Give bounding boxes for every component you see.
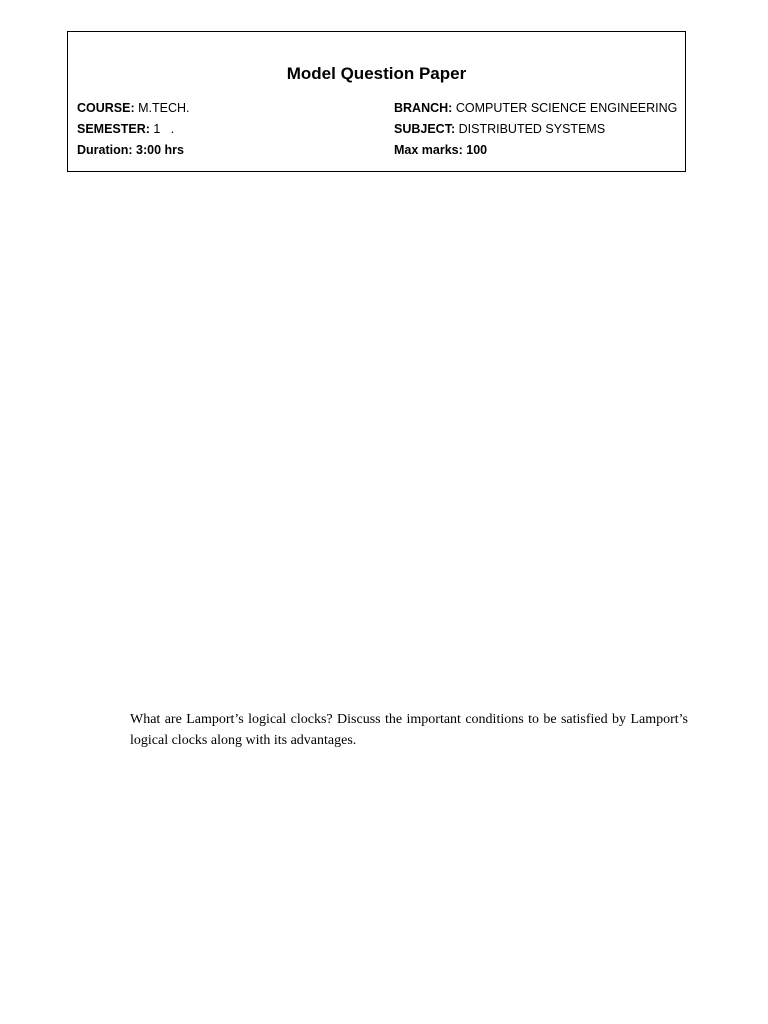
branch-value: COMPUTER SCIENCE ENGINEERING	[455, 101, 678, 115]
course-info	[77, 100, 190, 116]
semester-value: 1 .	[153, 122, 175, 136]
subject-label: SUBJECT:	[394, 122, 456, 136]
branch-label: BRANCH:	[394, 101, 453, 115]
question-text: What are Lamport’s logical clocks? Discuss the important conditions to be satisfied by Lamport’s logical clocks along with its advantages.	[130, 712, 688, 748]
max-marks-info: Max marks: 100	[394, 143, 488, 157]
subject-info	[394, 121, 605, 137]
paper-title: Model Question Paper	[286, 64, 467, 83]
branch-info	[394, 100, 677, 116]
duration-info: Duration: 3:00 hrs	[77, 143, 184, 157]
semester-label: SEMESTER:	[77, 122, 150, 136]
paper-header-box	[67, 31, 686, 172]
semester-info	[77, 121, 174, 137]
subject-value: DISTRIBUTED SYSTEMS	[458, 122, 606, 136]
course-label: COURSE:	[77, 101, 135, 115]
course-value: M.TECH.	[138, 101, 190, 115]
